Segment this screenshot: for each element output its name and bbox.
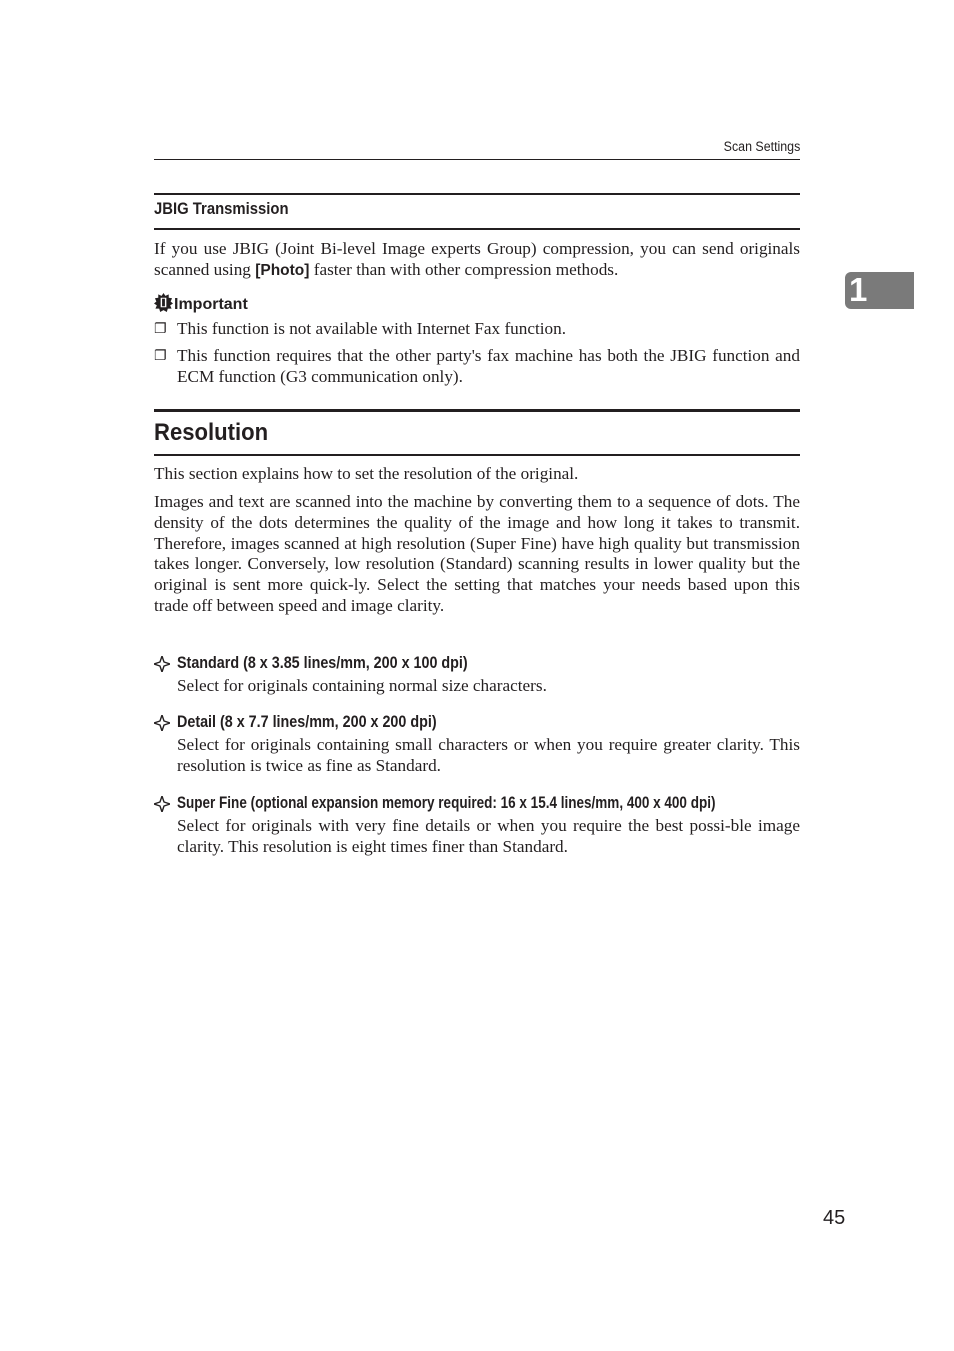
running-header [154, 138, 800, 160]
option-description: Select for originals containing small characters or when you require greater clarity. This resolution is twice as fine as Standard. [177, 735, 800, 775]
resolution-intro: This section explains how to set the resolution of the original. [154, 464, 579, 483]
photo-key-label: [Photo] [255, 261, 310, 279]
jbig-heading: JBIG Transmission [154, 200, 289, 218]
option-title: Super Fine (optional expansion memory required: 16 x 15.4 lines/mm, 400 x 400 dpi) [177, 794, 716, 812]
option-title: Detail (8 x 7.7 lines/mm, 200 x 200 dpi) [177, 713, 437, 731]
checkbox-icon: ❐ [154, 321, 167, 337]
resolution-body: Images and text are scanned into the machine by converting them to a sequence of dots. The density of the dots determines the quality of the image and how long it takes to transmit. Therefore, images scanned at high resolution (Super Fine) have high quality but transmission takes longer. Conversely, low resolution (Standard) scanning results in lower quality but the original is sent more quick-ly. Select the setting that matches your needs based upon this trade off between speed and image clarity. [154, 492, 800, 615]
main-heading-top-rule [154, 409, 800, 412]
chapter-tab [845, 272, 914, 309]
note-item [154, 346, 800, 388]
jbig-body-end: faster than with other compression methods. [309, 259, 619, 279]
note-text: This function requires that the other party's fax machine has both the JBIG function and ECM function (G3 communication only). [177, 346, 800, 386]
option-title: Standard (8 x 3.85 lines/mm, 200 x 100 dpi) [177, 654, 468, 672]
checkbox-icon: ❐ [154, 348, 167, 364]
diamond-bullet-icon [154, 656, 170, 672]
resolution-heading: Resolution [154, 419, 269, 446]
page-number: 45 [823, 1207, 846, 1229]
section-bottom-rule [154, 228, 800, 230]
diamond-bullet-icon [154, 715, 170, 731]
important-label [154, 293, 248, 314]
important-badge-icon [154, 293, 173, 312]
option-description: Select for originals with very fine details or when you require the best possi-ble image clarity. This resolution is eight times finer than Standard. [177, 816, 800, 856]
running-title: Scan Settings [723, 139, 800, 154]
diamond-bullet-icon [154, 796, 170, 812]
note-item [154, 319, 800, 340]
jbig-body [154, 239, 800, 282]
main-heading-bottom-rule [154, 454, 800, 456]
important-text: Important [174, 296, 248, 313]
option-description: Select for originals containing normal size characters. [177, 676, 547, 695]
chapter-number: 1 [849, 271, 868, 308]
jbig-body-start: If you use JBIG (Joint Bi-level Image experts Group) compression, you can send originals scanned using [154, 239, 800, 279]
section-top-rule [154, 193, 800, 195]
note-text: This function is not available with Internet Fax function. [177, 319, 567, 338]
